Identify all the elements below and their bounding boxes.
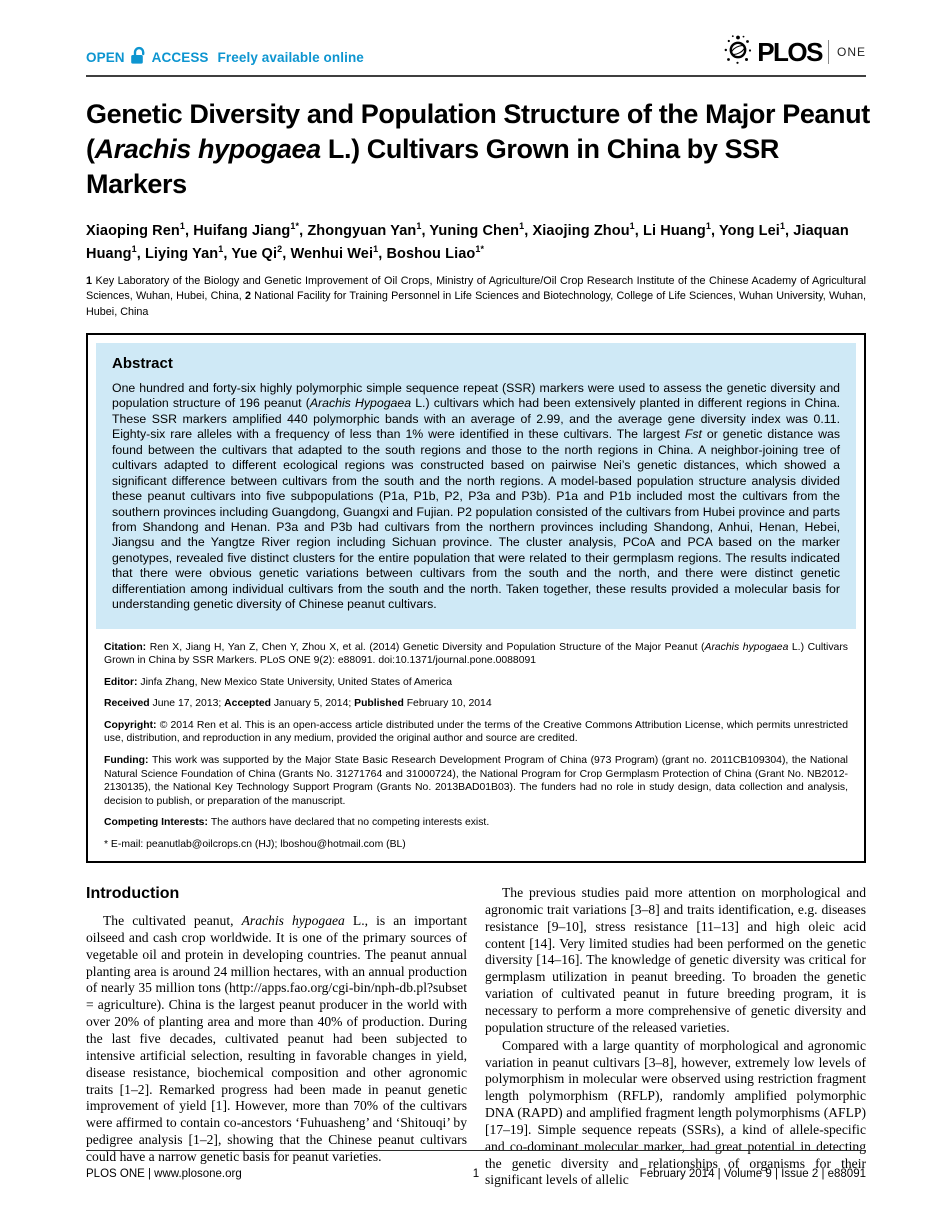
article-title: Genetic Diversity and Population Structure of the Major Peanut (Arachis hypogaea L.) Cultivars Grown in China by SSR Markers [86, 99, 870, 200]
open-access-access-label: ACCESS [151, 49, 209, 65]
competing-interests-label: Competing Interests: [104, 817, 211, 829]
introduction-heading: Introduction [86, 885, 180, 903]
citation-text: Ren X, Jiang H, Yan Z, Chen Y, Zhou X, et al. (2014) Genetic Diversity and Population Structure of the Major Peanut (Arachis hypogaea L.) Cultivars Grown in China by SSR Markers. PLoS ONE 9(2): e88091. doi:10.1371/journal.pone.0088091 [104, 641, 848, 667]
intro-paragraph-2: The previous studies paid more attention on morphological and agronomic trait variations [3–8] and traits identification, e.g. diseases resistance [9–10], stress resistance [11–13] and high oleic acid content [14]. Very limited studies had been performed on the genetic diversity [14–16]. The knowledge of genetic diversity was critical for germplasm utilization in peanut breeding. To broaden the genetic variation of cultivated peanut in future breeding program, it is necessary to perform a more comprehensive of genetic diversity and population structure of the released varieties. [485, 885, 866, 1035]
left-column [86, 885, 467, 1189]
plos-wordmark: PLOS [757, 36, 822, 67]
footer-page-number: 1 [472, 1168, 480, 1180]
freely-available-tagline: Freely available online [217, 49, 364, 65]
competing-interests-line [104, 816, 848, 830]
competing-interests-text: The authors have declared that no competing interests exist. [210, 817, 490, 829]
intro-paragraph-1: The cultivated peanut, Arachis hypogaea L., is an important oilseed and cash crop worldwide. It is one of the primary sources of vegetable oil and protein in developing countries. The peanut annual planting area is around 24 million hectares, with an annual production of nearly 35 million tons (http://apps.fao.org/cgi-bin/nph-db.pl?subset = agriculture). China is the largest peanut producer in the world with over 20% of planting area and more than 40% of production. During the last five decades, cultivated peanut had been subjected to intensive artificial selection, resulting in favorable changes in yield, disease resistance, biochemical composition and other agronomic traits [1–2]. Remarked progress had been made in peanut genetic improvement of yield [1]. However, more than 70% of the cultivars were affirmed to contain co-ancestors ‘Fuhuasheng’ and ‘Shitouqi’ by pedigree analysis [1–2], showing that the Chinese peanut cultivars could have a narrow genetic basis for peanut varieties. [86, 913, 467, 1164]
copyright-line [104, 719, 848, 746]
email-line: * E-mail: peanutlab@oilcrops.cn (HJ); lboshou@hotmail.com (BL) [104, 838, 406, 850]
editor-text: Jinfa Zhang, New Mexico State University, United States of America [140, 676, 453, 688]
copyright-text: © 2014 Ren et al. This is an open-access article distributed under the terms of the Creative Commons Attribution License, which permits unrestricted use, distribution, and reproduction in any medium, provided the original author and source are credited. [104, 719, 848, 745]
plos-one-logo [723, 33, 866, 70]
author-list: Xiaoping Ren$^1$, Huifang Jiang$^{1*}$, Zhongyuan Yan$^1$, Yuning Chen$^1$, Xiaojing Zhou$^1$, Li Huang$^1$, Yong Lei$^1$, Jiaquan Huang$^1$, Liying Yan$^1$, Yue Qi$^2$, Wenhui Wei$^1$, Boshou Liao$^{1*}$ [86, 221, 849, 262]
abstract-section [96, 343, 856, 629]
funding-line [104, 754, 848, 808]
footer-journal: PLOS ONE | www.plosone.org [86, 1168, 242, 1180]
page-footer [86, 1150, 866, 1180]
open-access-banner [86, 46, 364, 70]
body-columns [86, 885, 866, 1189]
plos-atom-icon [723, 33, 753, 70]
citation-line [104, 641, 848, 668]
citation-label: Citation: [104, 641, 150, 653]
right-column [485, 885, 866, 1189]
abstract-body: One hundred and forty-six highly polymorphic simple sequence repeat (SSR) markers were used to assess the genetic diversity and population structure of 196 peanut (Arachis Hypogaea L.) cultivars which had been extensively planted in different regions in China. These SSR markers amplified 440 polymorphic bands with an average of 2.99, and the average gene diversity index was 0.11. Eighty-six rare alleles with a frequency of less than 1% were identified in these cultivars. The largest Fst or genetic distance was found between the cultivars that adapted to the south regions and those to the north regions in China. A neighbor-joining tree of cultivars adapted to different ecological regions was constructed based on pairwise Nei’s genetic distances, which showed a significant difference between cultivars from the south and the north regions. A model-based population structure analysis divided these peanut cultivars into five subpopulations (P1a, P1b, P2, P3a and P3b). P1a and P1b included most the cultivars from the southern provinces including Guangdong, Guangxi and Fujian. P2 population consisted of the cultivars from Hubei province and parts from Shandong and Henan. P3a and P3b had cultivars from the northern provinces including Shandong, Anhui, Henan, Hebei, Jiangsu and the Yangtze River region including Sichuan province. The cluster analysis, PCoA and PCA based on the marker genotypes, revealed five distinct clusters for the entire population that were related to their germplasm regions. The results indicated that there were obvious genetic variations between cultivars from the south and the north, and there were distinct genetic differentiation among individual cultivars from the south and the north. Taken together, these results provided a molecular basis for understanding genetic diversity of Chinese peanut cultivars. [112, 380, 841, 612]
abstract-heading: Abstract [112, 354, 173, 372]
logo-divider [828, 40, 829, 64]
intro-paragraph-3: Compared with a large quantity of morphological and agronomic variation in peanut cultivars [3–8], however, extremely low levels of polymorphism in molecular were observed using restriction fragment length polymorphism (RFLP), randomly amplified polymorphic DNA (RAPD) and amplified fragment length polymorphisms (AFLP) [17–19]. Simple sequence repeats (SSRs), a kind of allele-specific and co-dominant molecular marker, had great potential in detecting the genetic diversity and relationships of organisms for their significant levels of allelic [485, 1037, 866, 1188]
funding-label: Funding: [104, 754, 152, 766]
abstract-meta-box [86, 333, 866, 863]
header-rule [86, 75, 866, 77]
editor-line [104, 676, 848, 690]
funding-text: This work was supported by the Major State Basic Research Development Program of China (973 Program) (grant no. 2011CB109304), the National Natural Science Foundation of China (Grants No. 31271764 and 31000724), the National Program for Crop Germplasm Protection of China (Grant No. NB2012-2130135), the National Key Technology Support Program (Grants No. 2013BAD01B03). The funders had no role in study design, data collection and analysis, decision to publish, or preparation of the manuscript. [104, 754, 848, 807]
page-header [86, 36, 866, 70]
affiliations: 1 Key Laboratory of the Biology and Genetic Improvement of Oil Crops, Ministry of Agriculture/Oil Crop Research Institute of the Chinese Academy of Agricultural Sciences, Wuhan, Hubei, China, 2 National Facility for Training Personnel in Life Sciences and Biotechnology, College of Life Sciences, Wuhan University, Wuhan, Hubei, China [86, 275, 866, 318]
article-metadata [96, 629, 856, 853]
open-access-open-label: OPEN [86, 49, 125, 65]
footer-issue-info: February 2014 | Volume 9 | Issue 2 | e88091 [639, 1168, 866, 1180]
editor-label: Editor: [104, 676, 141, 688]
journal-name: ONE [836, 44, 866, 59]
dates-line: Received June 17, 2013; Accepted January 5, 2014; Published February 10, 2014 [104, 698, 492, 710]
copyright-label: Copyright: [104, 719, 160, 731]
open-lock-icon [130, 46, 147, 68]
